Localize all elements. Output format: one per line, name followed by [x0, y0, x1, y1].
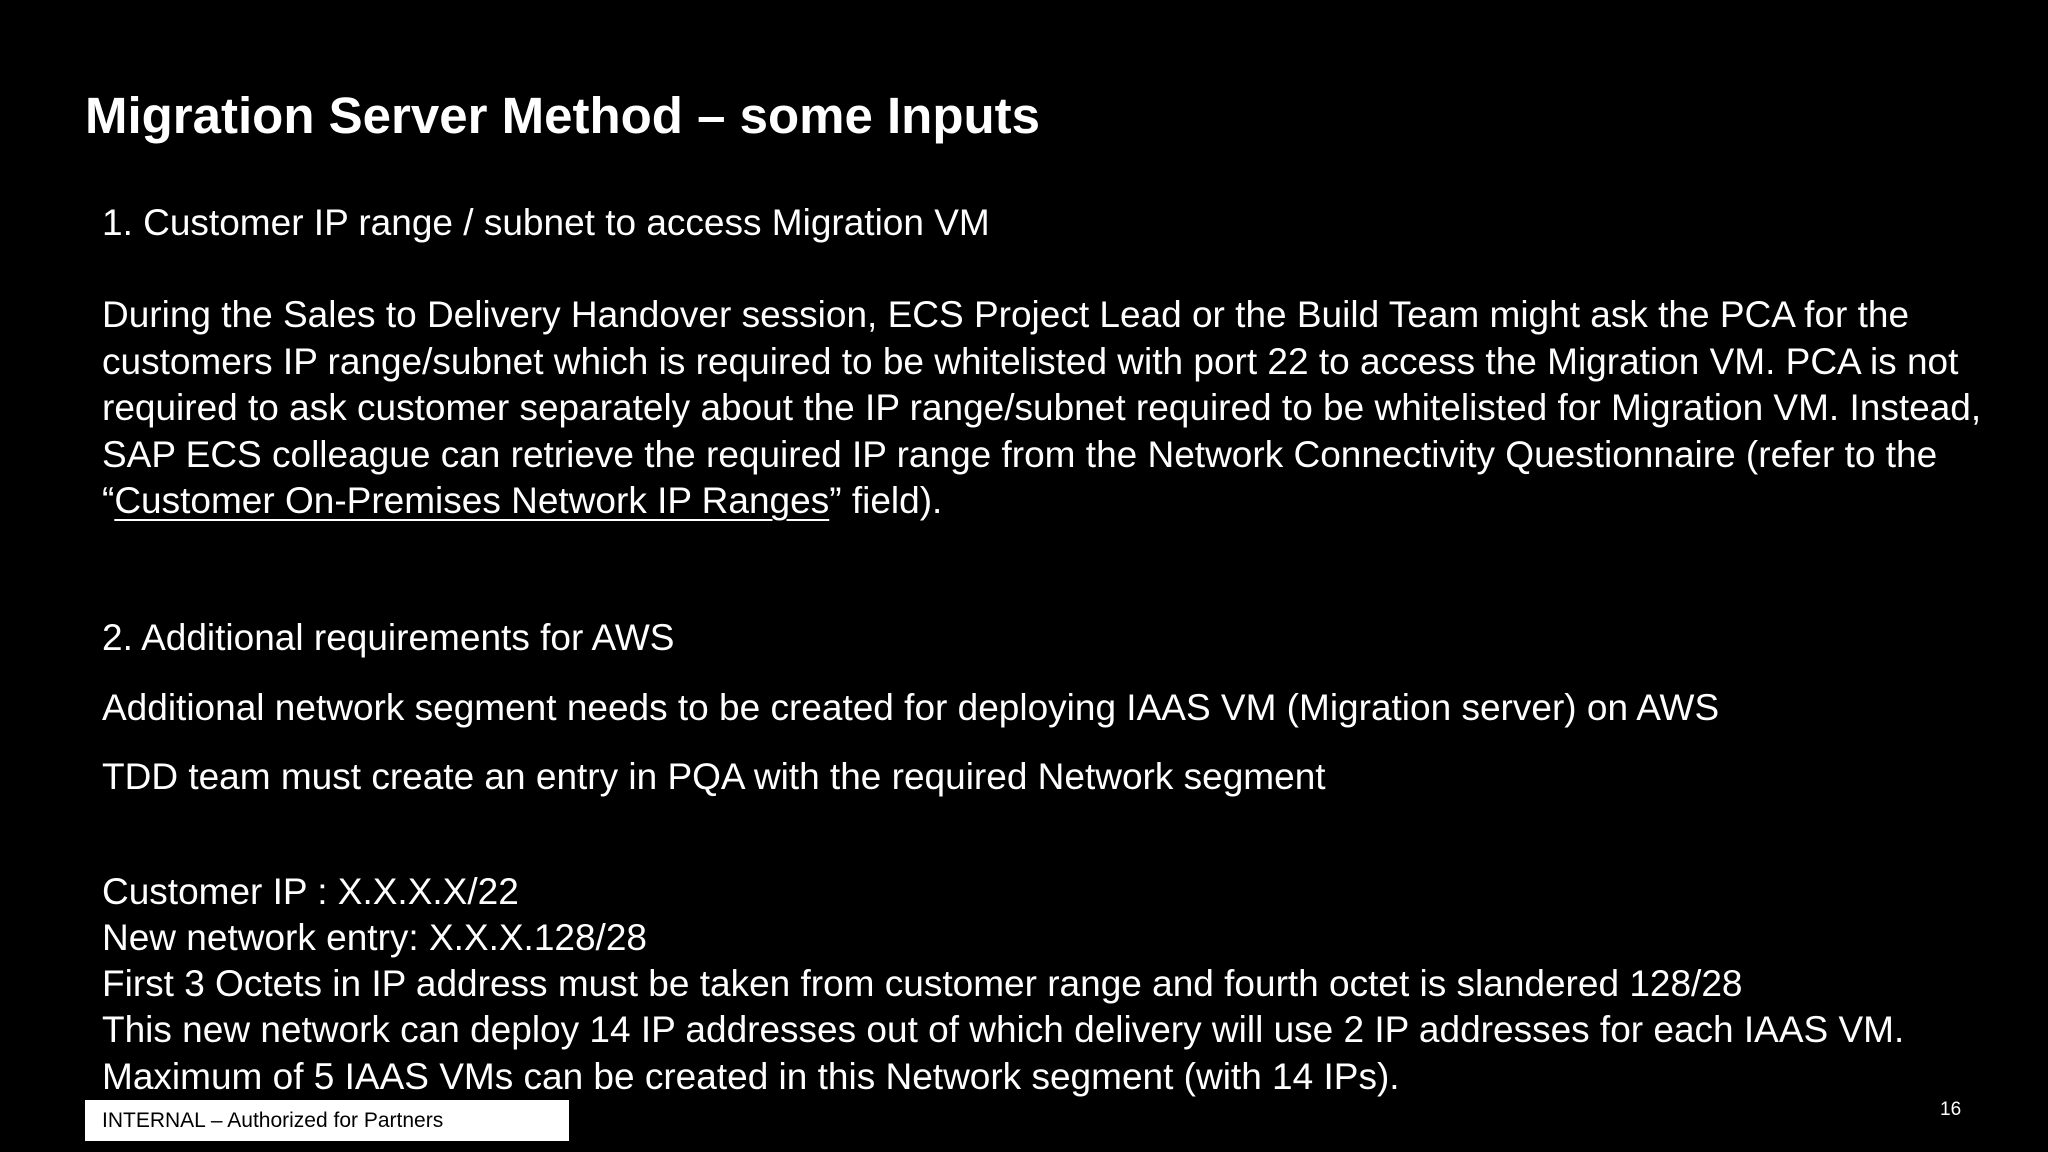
customer-ip-ranges-link[interactable]: Customer On-Premises Network IP Ranges: [114, 480, 830, 521]
detail-line-customer-ip: Customer IP : X.X.X.X/22: [102, 871, 519, 912]
section-2-heading: 2. Additional requirements for AWS: [102, 617, 675, 658]
page-number: 16: [1940, 1099, 1962, 1120]
slide-title: Migration Server Method – some Inputs: [85, 87, 1040, 144]
internal-classification-badge: INTERNAL – Authorized for Partners: [85, 1100, 569, 1141]
section-2-line-2: TDD team must create an entry in PQA with the required Network segment: [102, 756, 1326, 797]
detail-line-max-vms: Maximum of 5 IAAS VMs can be created in this Network segment (with 14 IPs).: [102, 1056, 1400, 1097]
detail-line-new-network-entry: New network entry: X.X.X.128/28: [102, 917, 647, 958]
section-1-text-after-link: ” field).: [829, 480, 943, 521]
detail-line-octets: First 3 Octets in IP address must be taken from customer range and fourth octet is slandered 128/28: [102, 963, 1743, 1004]
section-2-line-1: Additional network segment needs to be created for deploying IAAS VM (Migration server) on AWS: [102, 687, 1720, 728]
detail-line-ip-addresses: This new network can deploy 14 IP addresses out of which delivery will use 2 IP addresses for each IAAS VM.: [102, 1009, 1905, 1050]
section-1-heading: 1. Customer IP range / subnet to access Migration VM: [102, 202, 990, 243]
section-1-text-before-link: During the Sales to Delivery Handover session, ECS Project Lead or the Build Team might ask the PCA for the customers IP range/subnet which is required to be whitelisted with port 22 to access the Migration VM. PCA is not required to ask customer separately about the IP range/subnet required to be whitelisted for Migration VM. Instead, SAP ECS colleague can retrieve the required IP range from the Network Connectivity Questionnaire (refer to the “: [102, 294, 1982, 521]
section-1-paragraph: [102, 292, 2022, 525]
